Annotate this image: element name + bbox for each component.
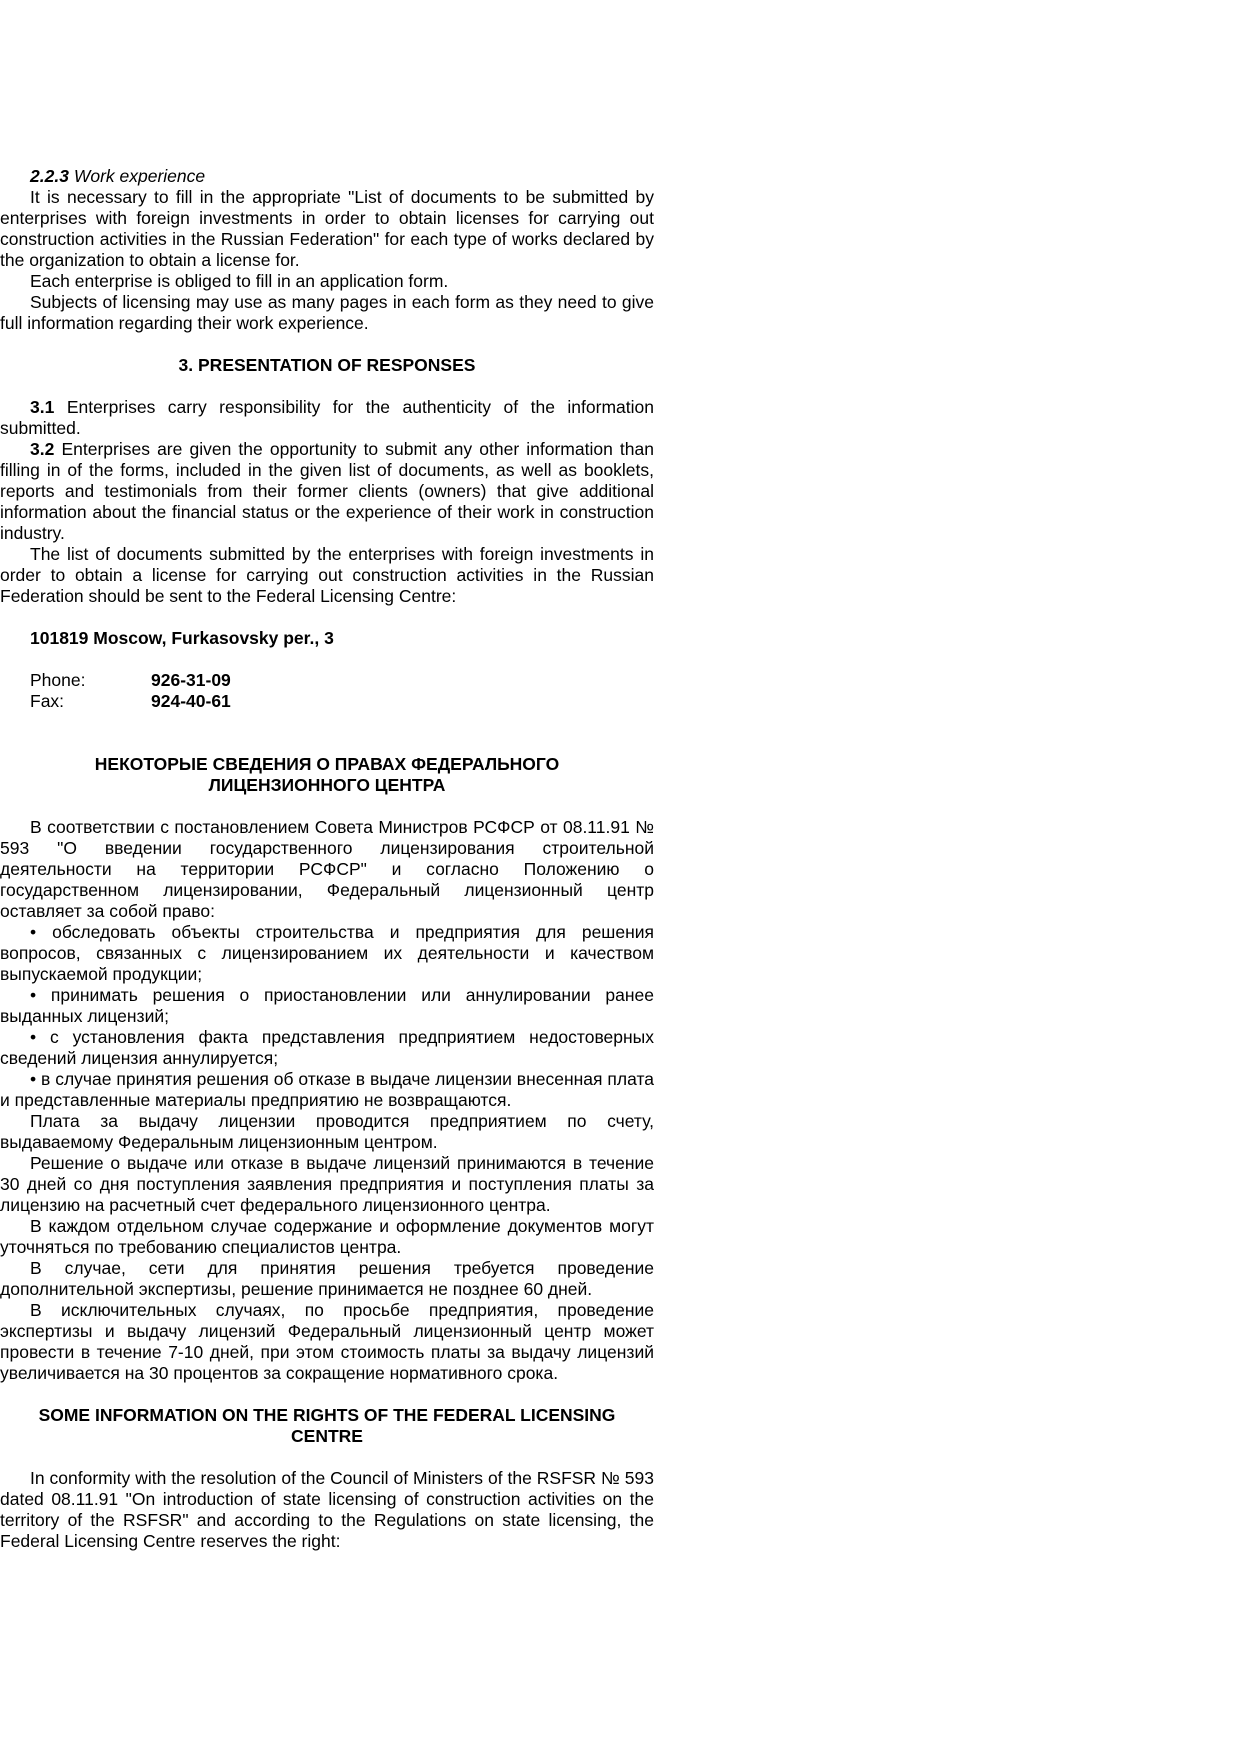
list-item: • обследовать объекты строительства и предприятия для решения вопросов, связанных с лицензированием их деятельности и качеством выпускаемой продукции; xyxy=(0,922,654,984)
section-title-en xyxy=(0,1405,654,1447)
subsection-number: 2.2.3 xyxy=(30,166,69,186)
paragraph-3-1 xyxy=(0,397,654,439)
list-item: • с установления факта представления предприятием недостоверных сведений лицензия аннулируется; xyxy=(0,1027,654,1068)
document-page xyxy=(0,166,654,1552)
paragraph: Subjects of licensing may use as many pages in each form as they need to give full information regarding their work experience. xyxy=(0,292,654,333)
clause-text: Enterprises are given the opportunity to submit any other information than filling in of the forms, included in the given list of documents, as well as booklets, reports and testimonials from their former clients (owners) that give additional information about the financial status or the experience of their work in construction industry. xyxy=(0,439,654,543)
title-line: CENTRE xyxy=(291,1426,363,1446)
paragraph: It is necessary to fill in the appropriate "List of documents to be submitted by enterprises with foreign investments in order to obtain licenses for carrying out construction activities in the Russian Federation" for each type of works declared by the organization to obtain a license for. xyxy=(0,187,654,270)
paragraph-3-2 xyxy=(0,439,654,544)
title-line: ЛИЦЕНЗИОННОГО ЦЕНТРА xyxy=(208,775,446,795)
subsection-title: Work experience xyxy=(73,166,206,186)
list-item: • в случае принятия решения об отказе в выдаче лицензии внесенная плата и представленные материалы предприятию не возвращаются. xyxy=(0,1069,654,1110)
fax-number: 924-40-61 xyxy=(151,691,231,711)
title-line: НЕКОТОРЫЕ СВЕДЕНИЯ О ПРАВАХ ФЕДЕРАЛЬНОГО xyxy=(94,754,560,774)
section-title-presentation: 3. PRESENTATION OF RESPONSES xyxy=(178,355,476,375)
paragraph: В соответствии с постановлением Совета Министров РСФСР от 08.11.91 № 593 "О введении государственного лицензирования строительной деятельности на территории РСФСР" и согласно Положению о государственном лицензировании, Федеральный лицензионный центр оставляет за собой право: xyxy=(0,817,654,921)
paragraph: Each enterprise is obliged to fill in an application form. xyxy=(30,271,449,291)
subsection-heading-2-2-3 xyxy=(0,166,654,187)
clause-number: 3.1 xyxy=(30,397,55,417)
paragraph: The list of documents submitted by the enterprises with foreign investments in order to obtain a license for carrying out construction activities in the Russian Federation should be sent to the Federal Licensing Centre: xyxy=(0,544,654,606)
paragraph: В каждом отдельном случае содержание и оформление документов могут уточняться по требованию специалистов центра. xyxy=(0,1216,654,1257)
clause-number: 3.2 xyxy=(30,439,55,459)
phone-row xyxy=(0,670,654,691)
title-line: SOME INFORMATION ON THE RIGHTS OF THE FEDERAL LICENSING xyxy=(38,1405,616,1425)
clause-text: Enterprises carry responsibility for the authenticity of the information submitted. xyxy=(0,397,654,438)
paragraph: In conformity with the resolution of the Council of Ministers of the RSFSR № 593 dated 08.11.91 "On introduction of state licensing of construction activities on the territory of the RSFSR" and according to the Regulations on state licensing, the Federal Licensing Centre reserves the right: xyxy=(0,1468,654,1551)
list-item: • принимать решения о приостановлении или аннулировании ранее выданных лицензий; xyxy=(0,985,654,1026)
paragraph: Плата за выдачу лицензии проводится предприятием по счету, выдаваемому Федеральным лицензионным центром. xyxy=(0,1111,654,1152)
phone-number: 926-31-09 xyxy=(151,670,231,690)
paragraph: Решение о выдаче или отказе в выдаче лицензий принимаются в течение 30 дней со дня поступления заявления предприятия и поступления платы за лицензию на расчетный счет федерального лицензионного центра. xyxy=(0,1153,654,1215)
fax-row xyxy=(0,691,654,712)
paragraph: В исключительных случаях, по просьбе предприятия, проведение экспертизы и выдачу лицензий Федеральный лицензионный центр может провести в течение 7-10 дней, при этом стоимость платы за выдачу лицензий увеличивается на 30 процентов за сокращение нормативного срока. xyxy=(0,1300,654,1383)
spacer xyxy=(0,712,654,754)
fax-label: Fax: xyxy=(30,691,65,711)
address: 101819 Moscow, Furkasovsky per., 3 xyxy=(30,628,334,648)
section-title-ru xyxy=(0,754,654,796)
paragraph: В случае, сети для принятия решения требуется проведение дополнительной экспертизы, решение принимается не позднее 60 дней. xyxy=(0,1258,654,1299)
phone-label: Phone: xyxy=(30,670,86,690)
